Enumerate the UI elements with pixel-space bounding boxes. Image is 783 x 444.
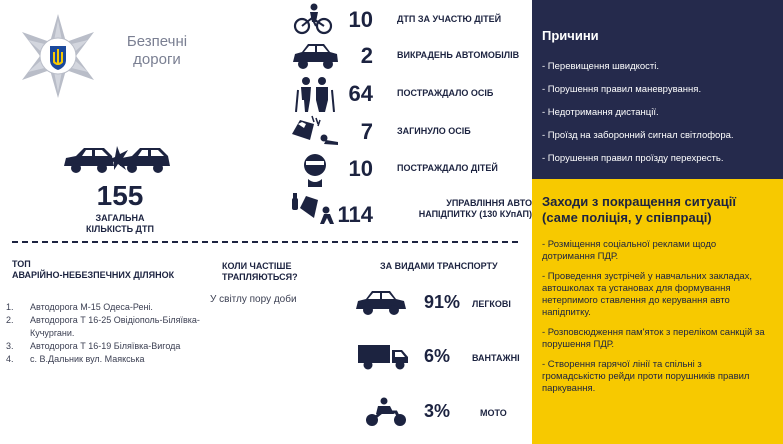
list-item [6,301,211,314]
reasons-title: Причини [542,28,599,43]
when-heading-line-1: КОЛИ ЧАСТІШЕ [222,261,292,271]
stat-label: ДТП ЗА УЧАСТЮ ДІТЕЙ [397,14,502,24]
measures-panel [532,179,783,444]
list-item-number: 4. [6,354,14,364]
list-item-text: Автодорога М-15 Одеса-Рені. [30,302,153,312]
measure-item: - Розповсюдження пам'яток з переліком санкцій за порушення ПДР. [542,327,765,350]
measures-title-line-2: (саме поліція, у співпраці) [542,210,712,225]
accident-victim-icon [290,114,340,150]
child-injured-icon [290,151,340,187]
measures-title [542,194,777,226]
stat-label: ЗАГИНУЛО ОСІБ [397,126,471,136]
transport-pct: 6% [424,346,451,366]
stat-label [380,198,532,220]
list-item [6,314,211,340]
stat-row-children-accidents [290,2,530,40]
transport-heading: ЗА ВИДАМИ ТРАНСПОРТУ [380,261,498,271]
list-item-text: с. В.Дальник вул. Маякська [30,354,145,364]
drunk-driving-icon [290,190,340,226]
transport-pct: 91% [424,292,461,312]
car-crash-icon [62,138,172,178]
stat-value: 10 [348,156,373,181]
cyclist-icon [290,2,340,38]
transport-row-moto [354,396,524,430]
motorcycle-icon [364,396,408,433]
list-item-number: 3. [6,341,14,351]
when-heading-line-2: ТРАПЛЯЮТЬСЯ? [222,272,298,282]
stat-label: ВИКРАДЕНЬ АВТОМОБІЛІВ [397,50,520,60]
total-label-line-2: КІЛЬКІСТЬ ДТП [86,224,154,234]
stat-value: 10 [348,7,373,32]
measures-title-line-1: Заходи з покращення ситуації [542,194,737,209]
transport-label: ЛЕГКОВІ [472,299,511,309]
top-sites-heading-line-2: АВАРІЙНО-НЕБЕЗПЕЧНИХ ДІЛЯНОК [12,270,175,280]
transport-label: ВАНТАЖНІ [472,353,520,363]
list-item [6,340,211,353]
car-icon [290,38,340,74]
truck-icon [356,341,410,376]
elderly-people-icon [290,76,340,112]
brand-line-1: Безпечні [126,33,188,50]
list-item-text: Автодорога Т 16-25 Овідіополь-Біляївка-Кучургани. [30,315,200,338]
police-star-logo [14,12,102,100]
top-sites-heading [12,259,174,281]
car-icon [354,287,408,322]
stat-value: 114 [337,202,373,227]
list-item [6,353,211,366]
stat-row-injured [290,76,530,114]
reason-item: - Порушення правил маневрування. [542,84,702,95]
stat-value: 7 [360,119,373,144]
reason-item: - Недотримання дистанції. [542,107,659,118]
list-item-text: Автодорога Т 16-19 Біляївка-Вигода [30,341,181,351]
stat-value: 2 [360,43,373,68]
stat-row-car-thefts [290,38,530,76]
reason-item: - Порушення правил проїзду перехресть. [542,153,724,164]
stat-row-drunk-driving [290,190,540,228]
reasons-panel [532,0,783,179]
stat-value: 64 [348,81,373,106]
stat-row-killed [290,114,530,152]
stat-label: ПОСТРАЖДАЛО ОСІБ [397,88,494,98]
top-sites-list [6,301,211,366]
measures-list [542,239,767,403]
reasons-list [542,61,777,176]
when-answer: У світлу пору доби [210,294,297,305]
reason-item: - Проїзд на заборонний сигнал світлофора. [542,130,734,141]
when-heading [222,261,298,283]
stat-label: ПОСТРАЖДАЛО ДІТЕЙ [397,163,498,173]
list-item-number: 1. [6,302,14,312]
stat-row-children-injured [290,151,530,189]
reason-item: - Перевищення швидкості. [542,61,660,72]
list-item-number: 2. [6,315,14,325]
total-accidents-value: 155 [96,180,144,211]
stat-label-line-2: НАПІДПИТКУ (130 КУпАП) [418,209,532,219]
brand-title [118,33,196,69]
measure-item: - Створення гарячої лінії та спільні з громадськістю рейди проти порушників правил паркування. [542,359,750,394]
total-label-line-1: ЗАГАЛЬНА [95,213,145,223]
section-divider [12,241,518,243]
transport-pct: 3% [424,401,451,421]
stat-label-line-1: УПРАВЛІННЯ АВТО [446,198,532,208]
brand-line-2: дороги [133,51,181,68]
total-accidents-label [55,213,185,235]
transport-row-cars [354,287,524,321]
top-sites-heading-line-1: ТОП [12,259,31,269]
measure-item: - Проведення зустрічей у навчальних закладах, автошколах та установах для формування нетерпимого ставлення до керування авто напідпитку. [542,271,753,318]
measure-item: - Розміщення соціальної реклами щодо дотримання ПДР. [542,239,717,262]
transport-label: МОТО [480,408,507,418]
transport-row-trucks [354,341,524,375]
